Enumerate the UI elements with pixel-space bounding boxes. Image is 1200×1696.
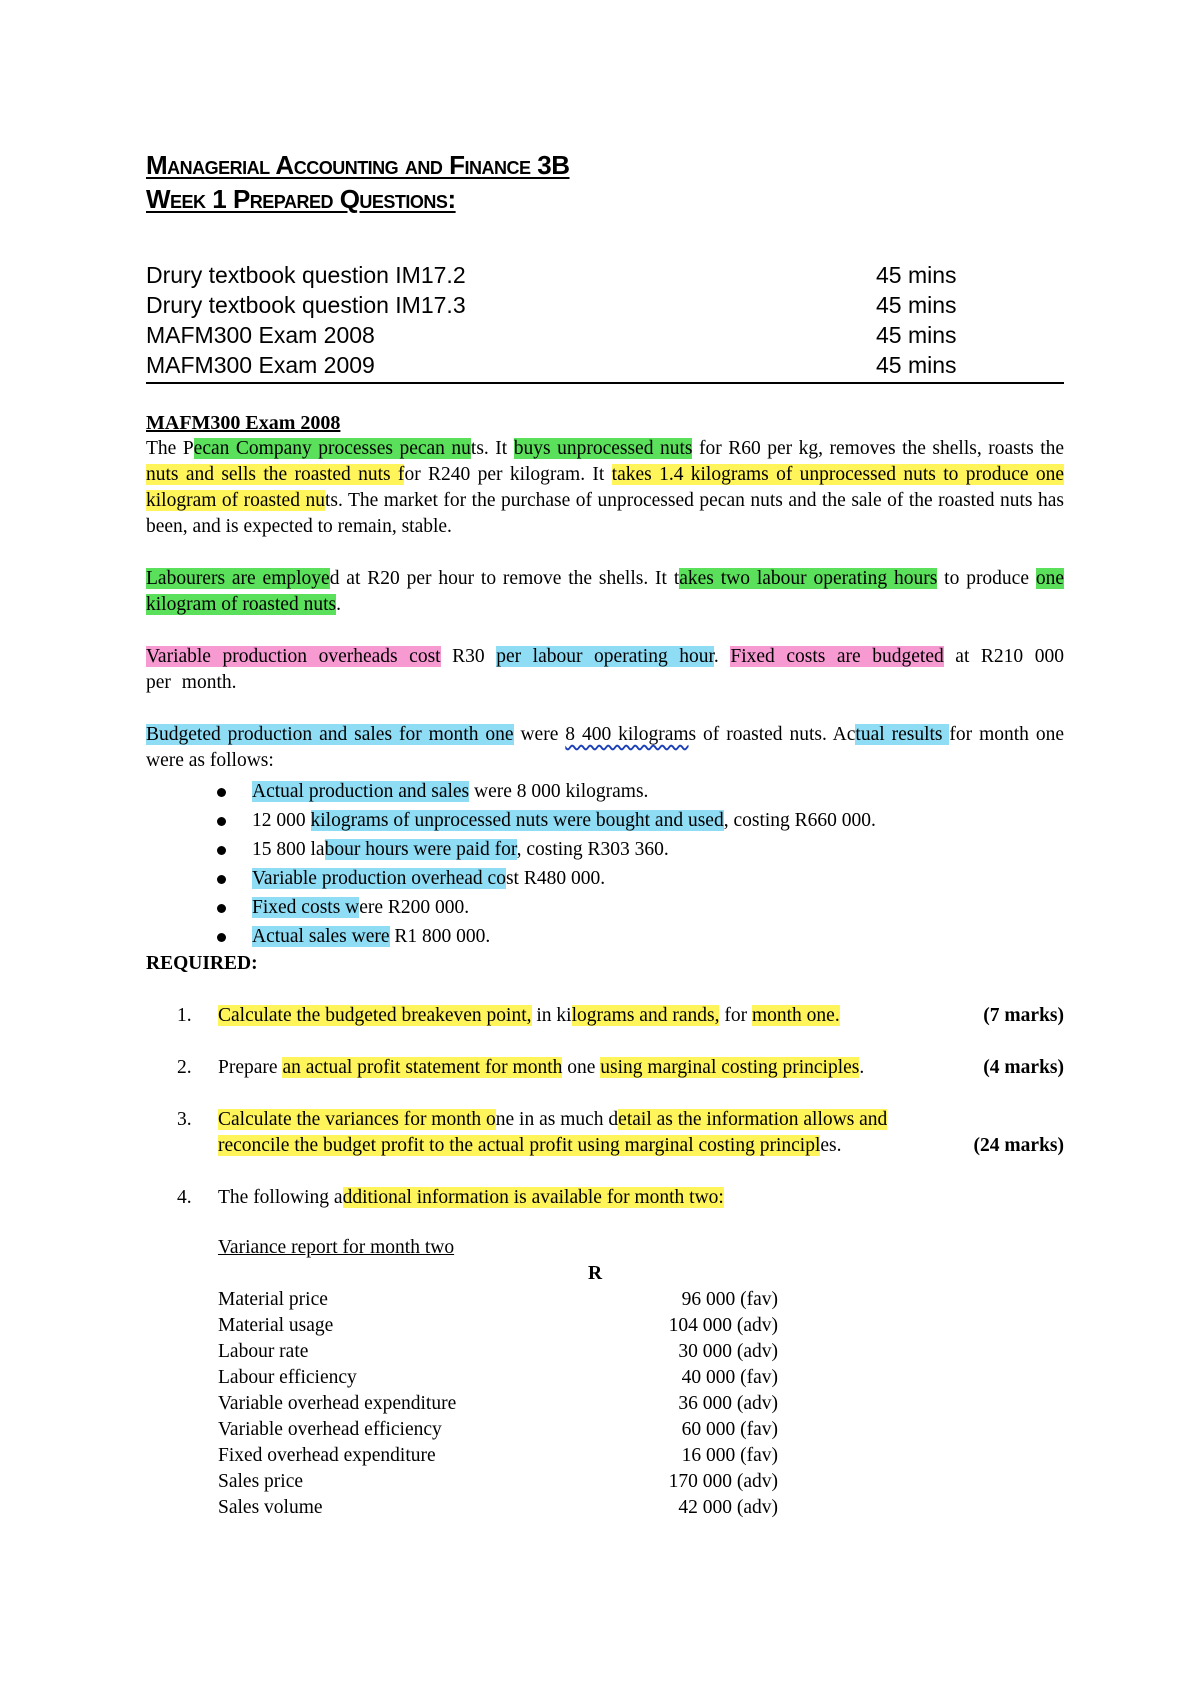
variance-report-title: Variance report for month two: [218, 1237, 455, 1258]
question-1: [146, 1003, 1064, 1029]
text-run: in ki: [531, 1005, 572, 1026]
question-number: 4.: [177, 1187, 192, 1208]
highlight-cyan: Budgeted production and sales for month one: [146, 724, 514, 745]
schedule-row: [146, 290, 1064, 320]
variance-amount: 40 000 (fav): [681, 1367, 778, 1388]
variance-label: Variable overhead expenditure: [218, 1393, 457, 1414]
highlight-yellow: lograms and rands,: [571, 1005, 720, 1026]
horizontal-rule: [146, 382, 1064, 384]
text-run: Prepare: [218, 1057, 283, 1078]
table-row: [218, 1391, 778, 1417]
text-run: , costing R660 000.: [723, 810, 876, 831]
variance-report: [218, 1235, 778, 1521]
text-run: st R480 000.: [505, 868, 606, 889]
marks-label: (4 marks): [983, 1057, 1064, 1078]
table-row: [218, 1287, 778, 1313]
highlight-pink: Fixed costs are budgeted: [730, 646, 944, 667]
variance-label: Labour rate: [218, 1341, 309, 1362]
question-4: [146, 1185, 1064, 1211]
text-run: to produce: [937, 568, 1036, 589]
variance-label: Material usage: [218, 1315, 334, 1336]
highlight-yellow: takes 1.4 kilograms of unprocessed nuts to produce one kilogram of roasted nu: [146, 464, 1064, 511]
text-run: es.: [820, 1135, 842, 1156]
highlight-green: akes two labour operating hours: [679, 568, 938, 589]
text-run: at R210 000 per month.: [146, 646, 1064, 693]
variance-label: Fixed overhead expenditure: [218, 1445, 436, 1466]
list-item: [146, 893, 1064, 922]
paragraph-budget: [146, 722, 1064, 774]
variance-amount: 42 000 (adv): [678, 1497, 778, 1518]
highlight-yellow: Calculate the budgeted breakeven point,: [218, 1005, 532, 1026]
schedule-item: MAFM300 Exam 2009: [146, 352, 375, 378]
schedule-item: Drury textbook question IM17.3: [146, 292, 466, 318]
question-schedule: [146, 260, 1064, 380]
paragraph-labour: [146, 566, 1064, 618]
schedule-row: [146, 350, 1064, 380]
highlight-yellow: Calculate the variances for month o: [218, 1109, 496, 1130]
table-row: [218, 1417, 778, 1443]
currency-label: R: [588, 1263, 603, 1284]
question-number: 1.: [177, 1005, 192, 1026]
text-run: R1 800 000.: [389, 926, 491, 947]
question-number: 2.: [177, 1057, 192, 1078]
text-run: for month one were as follows:: [146, 724, 1064, 771]
document-title: [146, 148, 569, 216]
table-row: [218, 1365, 778, 1391]
paragraph-overheads: [146, 644, 1064, 696]
required-label: REQUIRED:: [146, 953, 258, 974]
table-row: [218, 1339, 778, 1365]
title-line-2: Week 1 Prepared Questions:: [146, 184, 456, 214]
section-heading: MAFM300 Exam 2008: [146, 412, 341, 434]
highlight-cyan: Variable production overhead co: [252, 868, 506, 889]
highlight-yellow: etail as the information allows and reconcile the bu: [218, 1109, 888, 1156]
variance-amount: 170 000 (adv): [668, 1471, 778, 1492]
highlight-cyan: Actual sales were: [252, 926, 390, 947]
variance-label: Material price: [218, 1289, 328, 1310]
text-run: ts. It: [470, 438, 514, 459]
text-run: 12 000: [252, 810, 311, 831]
schedule-time: 45 mins: [876, 322, 957, 348]
schedule-item: MAFM300 Exam 2008: [146, 322, 375, 348]
highlight-yellow: dget profit to the actual profit using marginal costing principl: [342, 1135, 821, 1156]
question-body: [146, 410, 1064, 1521]
variance-amount: 16 000 (fav): [681, 1445, 778, 1466]
highlight-cyan: tual results: [855, 724, 950, 745]
currency-header: [218, 1261, 778, 1287]
text-run: for: [719, 1005, 752, 1026]
variance-label: Labour efficiency: [218, 1367, 357, 1388]
spellcheck-underline: 8 400 kilogram: [565, 724, 689, 745]
schedule-time: 45 mins: [876, 262, 957, 288]
list-item: [146, 806, 1064, 835]
variance-amount: 36 000 (adv): [678, 1393, 778, 1414]
list-item: [146, 922, 1064, 951]
highlight-cyan: Actual production and sales: [252, 781, 470, 802]
question-number: 3.: [177, 1109, 192, 1130]
text-run: .: [713, 646, 731, 667]
variance-label: Sales price: [218, 1471, 304, 1492]
schedule-time: 45 mins: [876, 292, 957, 318]
paragraph-intro: [146, 436, 1064, 540]
text-run: .: [859, 1057, 865, 1078]
schedule-row: [146, 320, 1064, 350]
text-run: The P: [146, 438, 194, 459]
table-row: [218, 1469, 778, 1495]
marks-label: (24 marks): [973, 1135, 1064, 1156]
schedule-item: Drury textbook question IM17.2: [146, 262, 466, 288]
table-row: [218, 1443, 778, 1469]
actual-results-list: [146, 777, 1064, 951]
text-run: for R60 per kg, removes the shells, roasts the: [692, 438, 1065, 459]
list-item: [146, 864, 1064, 893]
variance-amount: 96 000 (fav): [681, 1289, 778, 1310]
text-run: s of roasted nuts. Ac: [688, 724, 856, 745]
text-run: or R240 per kilogram. It: [404, 464, 612, 485]
highlight-yellow: dditional information is available for month two:: [342, 1187, 724, 1208]
highlight-cyan: kilograms of unprocessed nuts were bought and used: [310, 810, 724, 831]
highlight-yellow: an actual profit statement for month: [282, 1057, 563, 1078]
table-row: [218, 1495, 778, 1521]
highlight-yellow: nuts and sells the roasted nuts f: [146, 464, 405, 485]
text-run: R30: [440, 646, 497, 667]
highlight-green: Labourers are employe: [146, 568, 330, 589]
highlight-cyan: Fixed costs w: [252, 897, 360, 918]
highlight-yellow: using marginal costing principles: [600, 1057, 860, 1078]
text-run: ne in as much d: [495, 1109, 619, 1130]
variance-amount: 30 000 (adv): [678, 1341, 778, 1362]
text-run: one: [562, 1057, 601, 1078]
highlight-green: one kilogram of roasted nuts: [146, 568, 1064, 615]
text-run: , costing R303 360.: [516, 839, 669, 860]
highlight-green: buys unprocessed nuts: [513, 438, 693, 459]
title-line-1: Managerial Accounting and Finance 3B: [146, 150, 570, 180]
text-run: were: [513, 724, 566, 745]
list-item: [146, 835, 1064, 864]
text-run: .: [336, 594, 341, 615]
text-run: 15 800 la: [252, 839, 325, 860]
schedule-row: [146, 260, 1064, 290]
highlight-cyan: bour hours were paid for: [324, 839, 517, 860]
highlight-pink: Variable production overheads cost: [146, 646, 441, 667]
marks-label: (7 marks): [983, 1005, 1064, 1026]
list-item: [146, 777, 1064, 806]
variance-amount: 104 000 (adv): [668, 1315, 778, 1336]
table-row: [218, 1313, 778, 1339]
text-run: were 8 000 kilograms.: [469, 781, 649, 802]
question-2: [146, 1055, 1064, 1081]
variance-amount: 60 000 (fav): [681, 1419, 778, 1440]
variance-label: Variable overhead efficiency: [218, 1419, 442, 1440]
highlight-green: ecan Company processes pecan nu: [193, 438, 471, 459]
highlight-cyan: per labour operating hour: [496, 646, 714, 667]
schedule-time: 45 mins: [876, 352, 957, 378]
question-3: [146, 1107, 1064, 1159]
highlight-yellow: month one.: [751, 1005, 840, 1026]
text-run: ts. The market for the purchase of unprocessed pecan nuts and the sale of the roasted nuts has been, and is expected to remain, stable.: [146, 490, 1064, 537]
text-run: The following a: [218, 1187, 343, 1208]
text-run: d at R20 per hour to remove the shells. It t: [329, 568, 680, 589]
text-run: ere R200 000.: [359, 897, 470, 918]
variance-label: Sales volume: [218, 1497, 323, 1518]
